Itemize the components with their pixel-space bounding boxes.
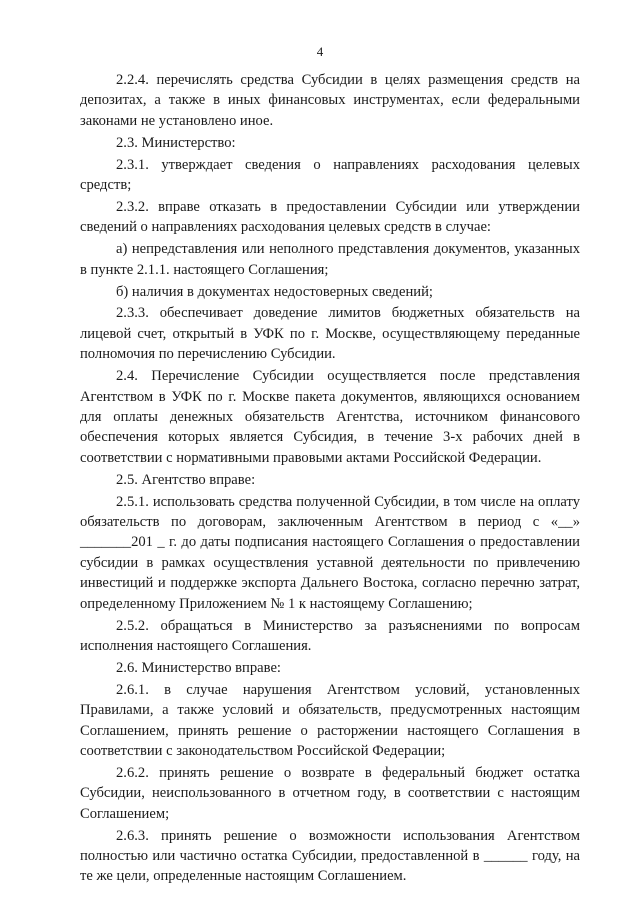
paragraph-2-4: 2.4. Перечисление Субсидии осуществляется после представления Агентством в УФК по г. Москве пакета документов, являющихся основанием для оплаты денежных обязательств Агентства, источником финансового обеспечения которых является Субсидия, в течение 3-х рабочих дней в соответствии с нормативными правовыми актами Российской Федерации. [80, 368, 580, 466]
paragraph-2-5: 2.5. Агентство вправе: [116, 471, 256, 488]
paragraph-item-b: б) наличия в документах недостоверных сведений; [116, 283, 433, 300]
paragraph-2-6-1: 2.6.1. в случае нарушения Агентством условий, установленных Правилами, а также условий и обязательств, предусмотренных настоящим Соглашением, принять решение о расторжении настоящего Соглашения в соответствии с законодательством Российской Федерации; [80, 681, 580, 759]
paragraph-2-6-2: 2.6.2. принять решение о возврате в федеральный бюджет остатка Субсидии, неиспользованного в отчетном году, в соответствии с настоящим Соглашением; [80, 764, 580, 822]
paragraph-2-2-4: 2.2.4. перечислять средства Субсидии в целях размещения средств на депозитах, а также в иных финансовых инструментах, если федеральными законами не установлено иное. [80, 72, 580, 129]
paragraph-2-3-3: 2.3.3. обеспечивает доведение лимитов бюджетных обязательств на лицевой счет, открытый в УФК по г. Москве, осуществляющему переданные полномочия по перечислению Субсидии. [80, 305, 580, 363]
paragraph-2-3: 2.3. Министерство: [116, 134, 236, 151]
paragraph-2-3-1: 2.3.1. утверждает сведения о направлениях расходования целевых средств; [80, 156, 580, 194]
document-body [80, 70, 580, 888]
paragraph-2-5-1: 2.5.1. использовать средства полученной Субсидии, в том числе на оплату обязательств по договорам, заключенным Агентством в период с «__» _______201 _ г. до даты подписания настоящего Соглашения о предоставлении субсидии в рамках осуществления уставной деятельности по привлечению инвестиций и поддержке экспорта Дальнего Востока, согласно перечню затрат, определенному Приложением № 1 к настоящему Соглашению; [80, 493, 580, 612]
page-number: 4 [316, 44, 324, 59]
paragraph-2-6: 2.6. Министерство вправе: [116, 659, 281, 676]
paragraph-2-5-2: 2.5.2. обращаться в Министерство за разъяснениями по вопросам исполнения настоящего Соглашения. [80, 617, 580, 654]
paragraph-item-a: а) непредставления или неполного представления документов, указанных в пункте 2.1.1. настоящего Соглашения; [80, 241, 580, 278]
paragraph-2-3-2: 2.3.2. вправе отказать в предоставлении Субсидии или утверждении сведений о направлениях расходования целевых средств в случае: [80, 198, 580, 236]
paragraph-2-6-3: 2.6.3. принять решение о возможности использования Агентством полностью или частично остатка Субсидии, предоставленной в ______ году, на те же цели, определенные настоящим Соглашением. [80, 827, 580, 885]
